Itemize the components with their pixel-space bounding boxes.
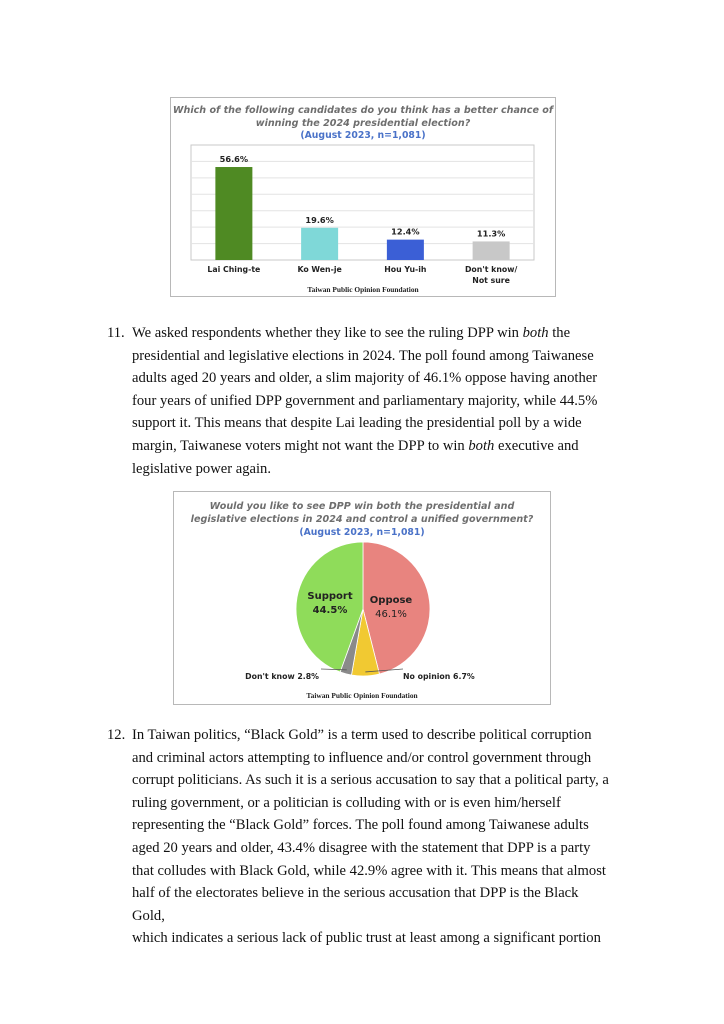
bar-chart-title-line2: winning the 2024 presidential election? bbox=[255, 118, 471, 129]
pie-chart-subtitle: (August 2023, n=1,081) bbox=[299, 527, 425, 538]
pie-chart-source: Taiwan Public Opinion Foundation bbox=[306, 691, 418, 700]
text-run: which indicates a serious lack of public trust at least among a significant portion bbox=[132, 930, 601, 947]
bar bbox=[215, 167, 252, 260]
category-label: Ko Wen-je bbox=[297, 265, 342, 274]
text-run: corrupt politicians. As such it is a serious accusation to say that a political party, a bbox=[132, 772, 609, 789]
pie-slice-value: 46.1% bbox=[375, 609, 407, 620]
category-label: Lai Ching-te bbox=[207, 265, 261, 274]
pie-slice-name: Oppose bbox=[369, 595, 413, 606]
text-run: margin, Taiwanese voters might not want the DPP to win bbox=[132, 437, 469, 454]
text-line bbox=[132, 837, 612, 860]
text-line bbox=[132, 792, 612, 815]
pie-slice-value: 44.5% bbox=[312, 605, 348, 616]
text-run: legislative power again. bbox=[132, 460, 271, 477]
text-run: In Taiwan politics, “Black Gold” is a term used to describe political corruption bbox=[132, 727, 592, 743]
text-run: ruling government, or a politician is colluding with or is even him/herself bbox=[132, 794, 561, 811]
text-line bbox=[132, 322, 612, 345]
paragraph-11 bbox=[107, 322, 612, 480]
text-line bbox=[132, 927, 612, 950]
text-line bbox=[132, 345, 612, 368]
category-label: Don't know/ bbox=[464, 265, 518, 274]
pie-chart-figure bbox=[173, 491, 551, 705]
text-run: executive and bbox=[494, 437, 579, 454]
pie-slice-name: Support bbox=[307, 591, 353, 602]
pie-chart-title-line2: legislative elections in 2024 and control a unified government? bbox=[190, 514, 534, 525]
bar-value-label: 12.4% bbox=[391, 226, 420, 237]
text-run: the bbox=[548, 325, 571, 341]
text-line bbox=[132, 458, 612, 481]
text-line bbox=[132, 769, 612, 792]
text-line bbox=[132, 724, 612, 747]
pie-chart-title-line1: Would you like to see DPP win both the presidential and bbox=[209, 501, 515, 512]
pie-outside-label: Don't know 2.8% bbox=[245, 672, 319, 681]
text-run: and criminal actors attempting to influence and/or control government through bbox=[132, 749, 592, 766]
bar-chart bbox=[171, 98, 557, 298]
text-run: four years of unified DPP government and parliamentary majority, while 44.5% bbox=[132, 392, 598, 409]
bar-value-label: 19.6% bbox=[305, 214, 334, 225]
text-line bbox=[132, 860, 612, 883]
paragraph-12 bbox=[107, 724, 612, 950]
bar-chart-figure bbox=[170, 97, 556, 297]
emphasis-text: both bbox=[468, 437, 495, 454]
text-line bbox=[132, 367, 612, 390]
bar-chart-source: Taiwan Public Opinion Foundation bbox=[307, 285, 419, 294]
pie-chart bbox=[174, 492, 552, 706]
category-label: Hou Yu-ih bbox=[384, 265, 427, 274]
text-run: We asked respondents whether they like to see the ruling DPP win bbox=[132, 325, 523, 341]
bar-value-label: 11.3% bbox=[476, 228, 506, 239]
text-line bbox=[132, 390, 612, 413]
text-line bbox=[132, 435, 612, 458]
text-line bbox=[132, 412, 612, 435]
bar bbox=[301, 228, 338, 260]
text-run: aged 20 years and older, 43.4% disagree with the statement that DPP is a party bbox=[132, 839, 591, 856]
text-run: that colludes with Black Gold, while 42.9% agree with it. This means that almost bbox=[132, 862, 606, 879]
bar bbox=[387, 240, 424, 260]
category-label: Not sure bbox=[472, 276, 510, 285]
bar-chart-title-line1: Which of the following candidates do you think has a better chance of bbox=[172, 105, 554, 116]
text-run: support it. This means that despite Lai leading the presidential poll by a wide bbox=[132, 415, 582, 432]
text-run: representing the “Black Gold” forces. The poll found among Taiwanese adults bbox=[132, 817, 589, 834]
text-run: half of the electorates believe in the serious accusation that DPP is the Black Gold, bbox=[132, 885, 579, 924]
emphasis-text: both bbox=[522, 325, 549, 341]
text-line bbox=[132, 747, 612, 770]
text-line bbox=[132, 882, 612, 927]
bar bbox=[473, 241, 510, 260]
text-line bbox=[132, 814, 612, 837]
paragraph-number: 11. bbox=[107, 325, 125, 341]
bar-value-label: 56.6% bbox=[219, 154, 249, 165]
text-run: presidential and legislative elections in 2024. The poll found among Taiwanese bbox=[132, 347, 594, 364]
pie-outside-label: No opinion 6.7% bbox=[403, 672, 475, 681]
paragraph-number: 12. bbox=[107, 727, 126, 743]
text-run: adults aged 20 years and older, a slim majority of 46.1% oppose having another bbox=[132, 370, 598, 387]
bar-chart-subtitle: (August 2023, n=1,081) bbox=[300, 130, 426, 141]
